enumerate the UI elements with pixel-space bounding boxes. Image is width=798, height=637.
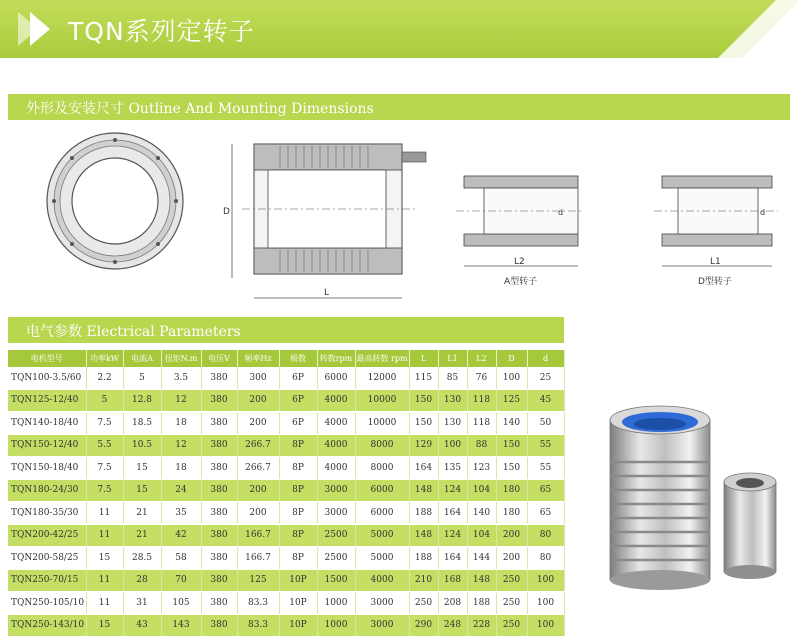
table-cell: 10000 <box>355 389 409 412</box>
table-cell: 55 <box>527 434 564 457</box>
table-row <box>8 502 564 525</box>
table-cell: 80 <box>527 547 564 570</box>
table-row <box>8 412 564 435</box>
table-cell: 10.5 <box>123 434 161 457</box>
table-cell: 15 <box>86 547 123 570</box>
table-cell: 6000 <box>355 479 409 502</box>
table-cell: 35 <box>161 502 201 525</box>
table-cell: 148 <box>467 569 496 592</box>
model-cell: TQN180-35/30 <box>8 502 86 525</box>
table-cell: 200 <box>237 479 279 502</box>
table-cell: 1000 <box>317 614 355 637</box>
table-cell: 11 <box>86 502 123 525</box>
header-decoration <box>658 0 798 58</box>
table-cell: 45 <box>527 389 564 412</box>
table-cell: 6P <box>279 389 317 412</box>
table-cell: 10000 <box>355 412 409 435</box>
front-view-drawing <box>44 130 186 272</box>
table-cell: 2500 <box>317 524 355 547</box>
model-cell: TQN150-12/40 <box>8 434 86 457</box>
table-cell: 7.5 <box>86 412 123 435</box>
a-type-caption: A型转子 <box>504 277 538 287</box>
table-cell: 250 <box>496 614 527 637</box>
column-header: 扭矩N.m <box>161 350 201 367</box>
table-cell: 5 <box>86 389 123 412</box>
table-cell: 4000 <box>317 457 355 480</box>
table-cell: 150 <box>409 412 438 435</box>
table-cell: 118 <box>467 389 496 412</box>
table-row <box>8 569 564 592</box>
table-cell: 168 <box>438 569 467 592</box>
model-cell: TQN250-105/10 <box>8 592 86 615</box>
table-cell: 266.7 <box>237 434 279 457</box>
table-cell: 25 <box>527 367 564 389</box>
table-cell: 50 <box>527 412 564 435</box>
section-title: 电气参数 Electrical Parameters <box>26 324 241 340</box>
table-cell: 8P <box>279 479 317 502</box>
table-cell: 130 <box>438 412 467 435</box>
product-photo <box>596 400 786 600</box>
table-cell: 188 <box>409 547 438 570</box>
table-cell: 129 <box>409 434 438 457</box>
table-row <box>8 592 564 615</box>
dim-L-label: L <box>324 288 330 298</box>
table-cell: 188 <box>467 592 496 615</box>
table-cell: 125 <box>496 389 527 412</box>
table-cell: 43 <box>123 614 161 637</box>
table-cell: 70 <box>161 569 201 592</box>
table-cell: 12000 <box>355 367 409 389</box>
table-cell: 6000 <box>355 502 409 525</box>
table-cell: 208 <box>438 592 467 615</box>
column-header: 功率kW <box>86 350 123 367</box>
table-row <box>8 434 564 457</box>
table-cell: 248 <box>438 614 467 637</box>
table-cell: 104 <box>467 479 496 502</box>
table-cell: 10P <box>279 569 317 592</box>
table-cell: 100 <box>527 592 564 615</box>
table-cell: 100 <box>527 614 564 637</box>
dim-d-label: d <box>760 208 766 217</box>
page-header <box>0 0 798 58</box>
table-cell: 12.8 <box>123 389 161 412</box>
table-cell: 164 <box>409 457 438 480</box>
table-cell: 144 <box>467 547 496 570</box>
table-cell: 5000 <box>355 547 409 570</box>
column-header: L1 <box>438 350 467 367</box>
table-cell: 140 <box>496 412 527 435</box>
table-row <box>8 547 564 570</box>
table-cell: 8P <box>279 457 317 480</box>
table-row <box>8 614 564 637</box>
a-type-rotor-drawing <box>454 168 584 290</box>
table-cell: 8P <box>279 547 317 570</box>
table-cell: 5000 <box>355 524 409 547</box>
model-cell: TQN250-70/15 <box>8 569 86 592</box>
table-cell: 148 <box>409 524 438 547</box>
table-cell: 24 <box>161 479 201 502</box>
model-cell: TQN180-24/30 <box>8 479 86 502</box>
table-cell: 130 <box>438 389 467 412</box>
table-cell: 148 <box>409 479 438 502</box>
dim-L1-label: L1 <box>710 257 721 267</box>
table-cell: 290 <box>409 614 438 637</box>
model-cell: TQN250-143/10 <box>8 614 86 637</box>
column-header: d <box>527 350 564 367</box>
table-cell: 65 <box>527 502 564 525</box>
side-section-drawing <box>222 138 432 306</box>
table-header-row <box>8 350 564 367</box>
table-cell: 188 <box>409 502 438 525</box>
column-header: 频率Hz <box>237 350 279 367</box>
table-cell: 6000 <box>317 367 355 389</box>
table-cell: 200 <box>237 389 279 412</box>
electrical-parameters-table <box>8 350 565 637</box>
table-cell: 10P <box>279 614 317 637</box>
table-cell: 100 <box>527 569 564 592</box>
table-cell: 3000 <box>317 479 355 502</box>
dim-D-label: D <box>223 207 230 217</box>
table-cell: 12 <box>161 434 201 457</box>
table-cell: 7.5 <box>86 457 123 480</box>
table-cell: 5.5 <box>86 434 123 457</box>
table-cell: 166.7 <box>237 547 279 570</box>
table-row <box>8 389 564 412</box>
table-cell: 21 <box>123 524 161 547</box>
table-cell: 380 <box>201 614 237 637</box>
table-cell: 55 <box>527 457 564 480</box>
table-cell: 65 <box>527 479 564 502</box>
table-cell: 380 <box>201 457 237 480</box>
table-cell: 8P <box>279 434 317 457</box>
table-cell: 200 <box>237 502 279 525</box>
column-header: 电机型号 <box>8 350 86 367</box>
table-cell: 380 <box>201 389 237 412</box>
table-cell: 2500 <box>317 547 355 570</box>
table-cell: 3.5 <box>161 367 201 389</box>
table-cell: 115 <box>409 367 438 389</box>
column-header: L2 <box>467 350 496 367</box>
table-cell: 10P <box>279 592 317 615</box>
d-type-rotor-drawing <box>652 168 782 290</box>
table-cell: 11 <box>86 592 123 615</box>
table-cell: 83.3 <box>237 614 279 637</box>
column-header: D <box>496 350 527 367</box>
table-cell: 100 <box>496 367 527 389</box>
table-cell: 250 <box>409 592 438 615</box>
section-outline-dimensions <box>8 94 790 120</box>
table-cell: 164 <box>438 502 467 525</box>
table-cell: 166.7 <box>237 524 279 547</box>
table-cell: 4000 <box>355 569 409 592</box>
table-cell: 1500 <box>317 569 355 592</box>
table-cell: 4000 <box>317 389 355 412</box>
table-cell: 3000 <box>355 614 409 637</box>
section-title: 外形及安装尺寸 Outline And Mounting Dimensions <box>26 101 374 117</box>
table-cell: 380 <box>201 547 237 570</box>
table-cell: 8000 <box>355 434 409 457</box>
table-cell: 18.5 <box>123 412 161 435</box>
table-cell: 28.5 <box>123 547 161 570</box>
table-row <box>8 367 564 389</box>
table-cell: 180 <box>496 502 527 525</box>
model-cell: TQN140-18/40 <box>8 412 86 435</box>
table-cell: 15 <box>123 479 161 502</box>
table-cell: 124 <box>438 524 467 547</box>
table-cell: 380 <box>201 502 237 525</box>
table-cell: 228 <box>467 614 496 637</box>
table-cell: 58 <box>161 547 201 570</box>
table-row <box>8 524 564 547</box>
table-cell: 105 <box>161 592 201 615</box>
table-cell: 200 <box>237 412 279 435</box>
table-cell: 1000 <box>317 592 355 615</box>
table-cell: 200 <box>496 524 527 547</box>
table-cell: 380 <box>201 524 237 547</box>
model-cell: TQN100-3.5/60 <box>8 367 86 389</box>
table-cell: 8000 <box>355 457 409 480</box>
table-cell: 21 <box>123 502 161 525</box>
page-title: TQN系列定转子 <box>68 17 255 46</box>
table-cell: 11 <box>86 569 123 592</box>
d-type-caption: D型转子 <box>698 277 732 287</box>
table-cell: 3000 <box>317 502 355 525</box>
model-cell: TQN200-58/25 <box>8 547 86 570</box>
table-cell: 380 <box>201 479 237 502</box>
table-cell: 380 <box>201 434 237 457</box>
table-cell: 266.7 <box>237 457 279 480</box>
table-cell: 85 <box>438 367 467 389</box>
table-cell: 18 <box>161 412 201 435</box>
column-header: L <box>409 350 438 367</box>
table-cell: 104 <box>467 524 496 547</box>
column-header: 转数rpm <box>317 350 355 367</box>
table-row <box>8 457 564 480</box>
table-cell: 83.3 <box>237 592 279 615</box>
table-cell: 210 <box>409 569 438 592</box>
table-cell: 125 <box>237 569 279 592</box>
table-row <box>8 479 564 502</box>
table-cell: 76 <box>467 367 496 389</box>
model-cell: TQN150-18/40 <box>8 457 86 480</box>
table-cell: 380 <box>201 569 237 592</box>
table-cell: 300 <box>237 367 279 389</box>
table-cell: 18 <box>161 457 201 480</box>
table-cell: 380 <box>201 367 237 389</box>
table-cell: 8P <box>279 524 317 547</box>
table-cell: 31 <box>123 592 161 615</box>
table-cell: 150 <box>496 457 527 480</box>
table-cell: 2.2 <box>86 367 123 389</box>
column-header: 电压V <box>201 350 237 367</box>
table-cell: 80 <box>527 524 564 547</box>
table-cell: 250 <box>496 569 527 592</box>
table-cell: 380 <box>201 412 237 435</box>
table-cell: 200 <box>496 547 527 570</box>
table-cell: 150 <box>496 434 527 457</box>
column-header: 电流A <box>123 350 161 367</box>
table-cell: 124 <box>438 479 467 502</box>
table-cell: 164 <box>438 547 467 570</box>
table-cell: 250 <box>496 592 527 615</box>
table-cell: 143 <box>161 614 201 637</box>
table-cell: 5 <box>123 367 161 389</box>
table-cell: 15 <box>86 614 123 637</box>
table-cell: 150 <box>409 389 438 412</box>
table-cell: 6P <box>279 367 317 389</box>
table-cell: 8P <box>279 502 317 525</box>
table-cell: 380 <box>201 592 237 615</box>
table-cell: 7.5 <box>86 479 123 502</box>
table-cell: 11 <box>86 524 123 547</box>
table-cell: 4000 <box>317 412 355 435</box>
table-cell: 135 <box>438 457 467 480</box>
arrow-right-icon <box>14 8 56 50</box>
model-cell: TQN125-12/40 <box>8 389 86 412</box>
table-cell: 100 <box>438 434 467 457</box>
table-cell: 3000 <box>355 592 409 615</box>
table-cell: 118 <box>467 412 496 435</box>
table-cell: 123 <box>467 457 496 480</box>
dim-L2-label: L2 <box>514 257 525 267</box>
section-electrical-parameters <box>8 317 564 343</box>
table-cell: 42 <box>161 524 201 547</box>
table-cell: 88 <box>467 434 496 457</box>
dim-d-label: d <box>558 208 564 217</box>
model-cell: TQN200-42/25 <box>8 524 86 547</box>
table-cell: 6P <box>279 412 317 435</box>
column-header: 最高转数 rpm <box>355 350 409 367</box>
table-cell: 180 <box>496 479 527 502</box>
table-cell: 15 <box>123 457 161 480</box>
table-cell: 12 <box>161 389 201 412</box>
table-cell: 4000 <box>317 434 355 457</box>
table-cell: 140 <box>467 502 496 525</box>
column-header: 极数 <box>279 350 317 367</box>
table-cell: 28 <box>123 569 161 592</box>
